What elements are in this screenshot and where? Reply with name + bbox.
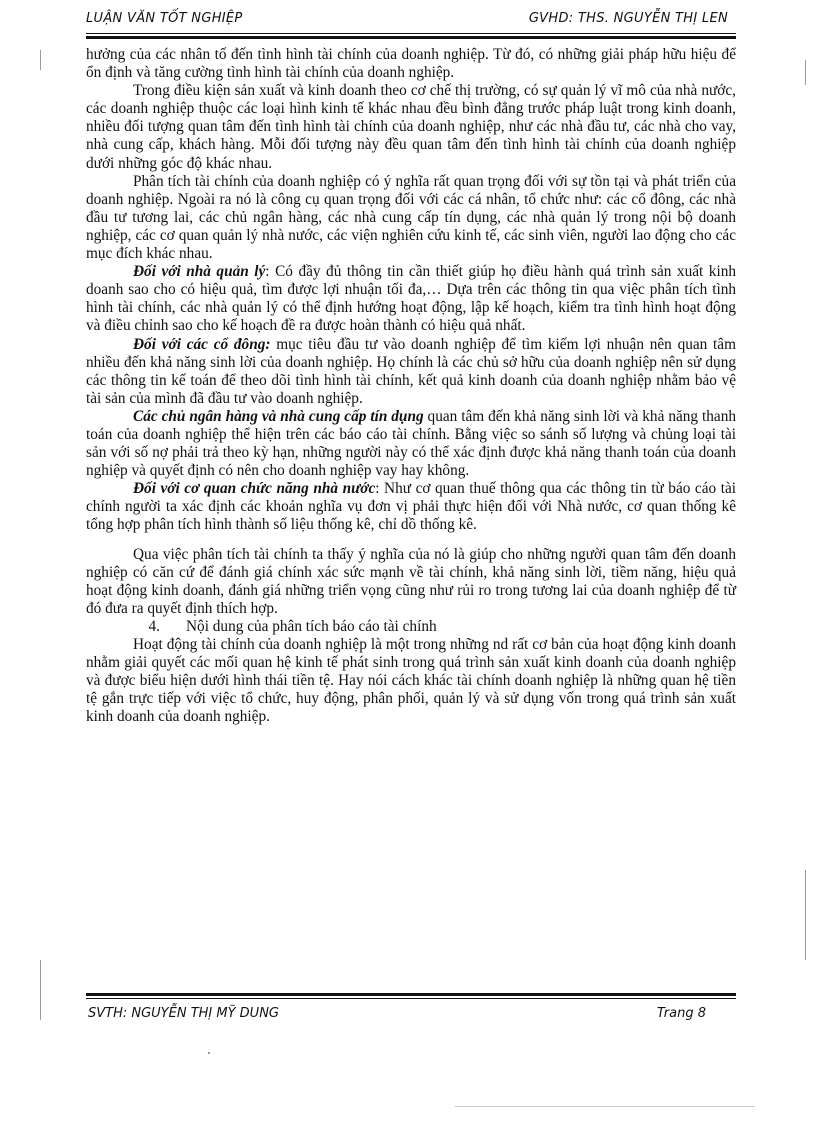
header-advisor: GVHD: THS. NGUYỄN THỊ LEN	[528, 11, 728, 26]
paragraph-1: hưởng của các nhân tố đến tình hình tài chính của doanh nghiệp. Từ đó, có những giải pháp hữu hiệu để ổn định và tăng cường tình hình tài chính của doanh nghiệp.	[86, 46, 736, 82]
paragraph-managers-text: : Có đầy đủ thông tin cần thiết giúp họ điều hành quá trình sản xuất kinh doanh sao cho có hiệu quả, tìm được lợi nhuận tối đa,… Dựa trên các thông tin qua việc phân tích tình hình tài chính, các nhà quản lý có thể định hướng hoạt động, lập kế hoạch, kiểm tra tình hình hoạt động và điều chỉnh sao cho kế hoạch đề ra được hoàn thành có hiệu quả nhất.	[86, 263, 736, 335]
document-body	[86, 46, 736, 726]
footer-student-name: SVTH: NGUYỄN THỊ MỸ DUNG	[88, 1006, 279, 1021]
section-title: Nội dung của phân tích báo cáo tài chính	[186, 617, 437, 635]
paragraph-shareholders	[86, 336, 736, 408]
scan-mark-left-bottom	[40, 960, 41, 1020]
paragraph-state-agencies-text: : Như cơ quan thuế thông qua các thông tin từ báo cáo tài chính người ta xác định các khoản nghĩa vụ đơn vị phải thực hiện đối với Nhà nước, cơ quan thống kê tổng hợp phân tích hình thành số liệu thống kê, chỉ dồ thống kê.	[86, 480, 737, 534]
scan-mark-left-top	[40, 50, 41, 70]
footer-page-number: Trang 8	[656, 1006, 706, 1021]
header-thesis-title: LUẬN VĂN TỐT NGHIỆP	[86, 11, 243, 26]
paragraph-state-agencies-lead: Đối với cơ quan chức năng nhà nước	[133, 480, 376, 498]
paragraph-managers	[86, 263, 736, 335]
header-rule-thick	[86, 36, 736, 39]
paragraph-creditors-text: quan tâm đến khả năng sinh lời và khả năng thanh toán của doanh nghiệp thể hiện trên các báo cáo tài chính. Bằng việc so sánh số lượng và chủng loại tài sản với số nợ phải trả theo kỳ hạn, những người này có thể xác định được khả năng thanh toán của doanh nghiệp và quyết định có nên cho doanh nghiệp vay hay không.	[86, 407, 736, 480]
page-footer	[86, 1006, 736, 1026]
paragraph-2: Trong điều kiện sản xuất và kinh doanh theo cơ chế thị trường, có sự quản lý vĩ mô của nhà nước, các doanh nghiệp thuộc các loại hình kinh tế khác nhau đều bình đẳng trước pháp luật trong kinh doanh, nhiều đối tượng quan tâm đến tình hình tài chính của doanh nghiệp, như các nhà đầu tư, các nhà cho vay, nhà cung cấp, khách hàng. Mỗi đối tượng này đều quan tâm đến tình hình tài chính của doanh nghiệp dưới những góc độ khác nhau.	[86, 82, 736, 172]
paragraph-shareholders-lead: Đối với các cổ đông:	[133, 335, 271, 353]
paragraph-8: Qua việc phân tích tài chính ta thấy ý nghĩa của nó là giúp cho những người quan tâm đến doanh nghiệp có căn cứ để đánh giá chính xác sức mạnh về tài chính, khả năng sinh lời, tiềm năng, hiệu quả hoạt động kinh doanh, đánh giá những triển vọng cũng như rủi ro trong tương lai của doanh nghiệp để từ đó đưa ra quyết định thích hợp.	[86, 545, 736, 617]
page-header	[86, 11, 736, 31]
scan-speck	[208, 1052, 210, 1054]
scan-mark-bottom	[455, 1106, 755, 1107]
paragraph-creditors	[86, 408, 736, 480]
header-rule-thin	[86, 33, 736, 34]
scan-mark-right-top	[805, 60, 806, 85]
paragraph-managers-lead: Đối với nhà quản lý	[133, 263, 266, 281]
paragraph-state-agencies	[86, 480, 736, 534]
section-number: 4.	[148, 617, 160, 635]
paragraph-9: Hoạt động tài chính của doanh nghiệp là một trong những nd rất cơ bản của hoạt động kinh doanh nhằm giải quyết các mối quan hệ kinh tế phát sinh trong quá trình sản xuất kinh doanh của doanh nghiệp và được biểu hiện dưới hình thái tiền tệ. Hay nói cách khác tài chính doanh nghiệp là những quan hệ tiền tệ gắn trực tiếp với việc tổ chức, huy động, phân phối, quản lý và sử dụng vốn trong quá trình sản xuất kinh doanh của doanh nghiệp.	[86, 636, 736, 726]
scan-mark-right-bottom	[805, 870, 806, 960]
paragraph-shareholders-text: mục tiêu đầu tư vào doanh nghiệp để tìm kiếm lợi nhuận nên quan tâm nhiều đến khả năng sinh lời của doanh nghiệp. Họ chính là các chủ sở hữu của doanh nghiệp nên sử dụng các thông tin kế toán để theo dõi tình hình tài chính, kết quả kinh doanh của doanh nghiệp nhằm bảo vệ tài sản của mình đã đầu tư vào doanh nghiệp.	[86, 335, 736, 407]
paragraph-creditors-lead: Các chủ ngân hàng và nhà cung cấp tín dụng	[133, 407, 424, 425]
footer-rule-thin	[86, 998, 736, 999]
section-heading	[86, 618, 736, 636]
footer-rule-thick	[86, 993, 736, 996]
paragraph-3: Phân tích tài chính của doanh nghiệp có ý nghĩa rất quan trọng đối với sự tồn tại và phát triển của doanh nghiệp. Ngoài ra nó là công cụ quan trọng đối với các cá nhân, tổ chức như: các cổ đông, các nhà đầu tư tương lai, các chủ ngân hàng, các nhà cung cấp tín dụng, các nhà quản lý trong nội bộ doanh nghiệp, các cơ quan quản lý nhà nước, các viện nghiên cứu kinh tế, các sinh viên, người lao động cho các mục đích khác nhau.	[86, 172, 736, 263]
